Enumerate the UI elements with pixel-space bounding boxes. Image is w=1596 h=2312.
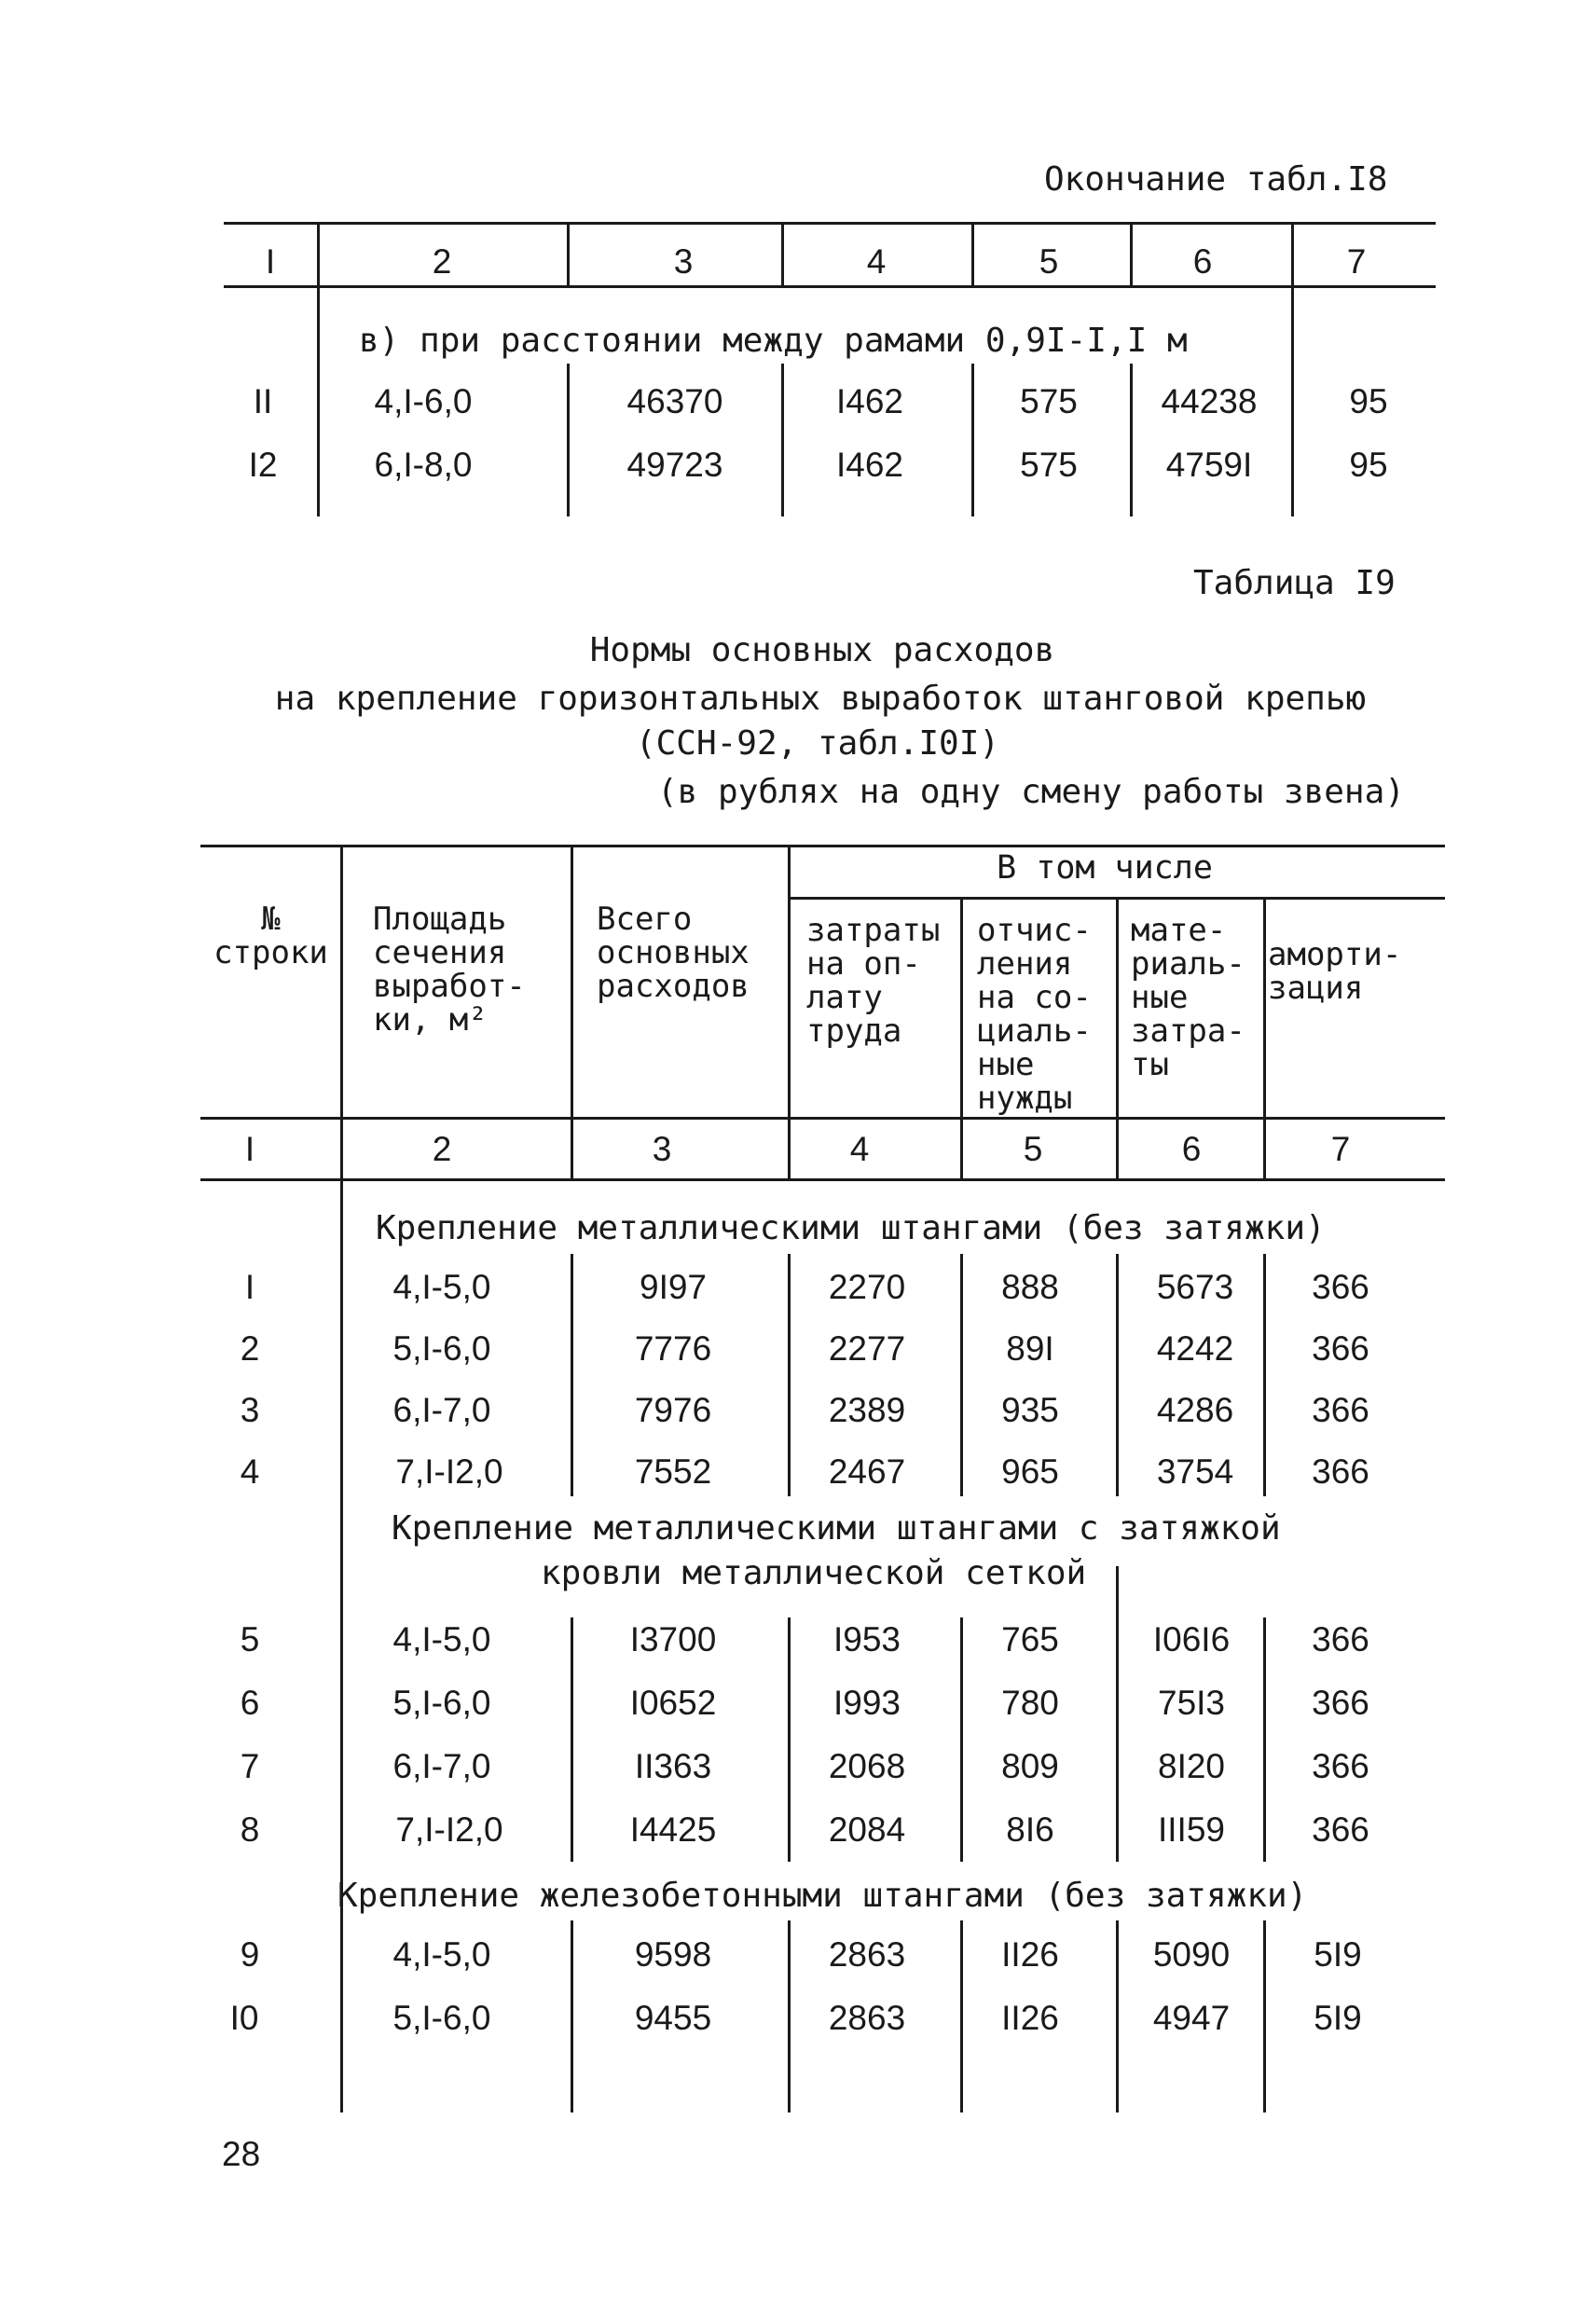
table19-cell: I993	[832, 1684, 901, 1722]
table19-title-line3: (ССН-92, табл.I0I)	[635, 724, 1000, 763]
table18-cell: 6,I-8,0	[374, 446, 473, 484]
table19-col-divider	[1116, 1920, 1119, 2112]
table19-col-divider	[340, 1119, 343, 1180]
table19-cell: 9	[240, 1935, 260, 1974]
table19-cell: 2	[240, 1329, 260, 1368]
table19-cell: 765	[1001, 1620, 1059, 1658]
table18-colnum: 4	[866, 242, 887, 281]
table18-colnum: I	[265, 242, 276, 281]
table19-cell: 2277	[828, 1329, 906, 1368]
table19-cell: 2467	[828, 1452, 906, 1491]
table18-section-label: в) при расстоянии между рамами 0,9I-I,I м	[359, 322, 1188, 360]
table18-header-rule	[224, 285, 1436, 288]
table19-cell: 366	[1312, 1268, 1369, 1306]
table19-colnum: 3	[652, 1130, 672, 1168]
table19-col-divider	[788, 845, 791, 1119]
table19-cell: 2084	[828, 1810, 906, 1849]
table18-colnum: 6	[1192, 242, 1213, 281]
table19-cell: 2068	[828, 1747, 906, 1785]
table19-col-divider	[1263, 897, 1266, 1119]
table18-cell: 575	[1020, 446, 1078, 484]
table18-col-divider	[567, 224, 570, 287]
table19-title-line1: Нормы основных расходов	[589, 631, 1055, 669]
table18-col-divider	[971, 364, 974, 516]
table19-col-divider	[1116, 1254, 1119, 1496]
table19-subtitle: (в рублях на одну смену работы звена)	[657, 773, 1405, 811]
table18-colnum: 7	[1346, 242, 1367, 281]
table19-cell: 5090	[1152, 1935, 1231, 1974]
table18-cell: 44238	[1161, 382, 1258, 420]
table19-cell: I06I6	[1152, 1620, 1231, 1658]
table19-cell: I3700	[629, 1620, 717, 1658]
table19-cell: 2389	[828, 1391, 906, 1429]
table19-cell: 9I97	[639, 1268, 708, 1306]
table19-section-label: Крепление железобетонными штангами (без затяжки)	[337, 1877, 1308, 1915]
table18-cell: I2	[248, 446, 278, 484]
table19-cell: III59	[1158, 1810, 1225, 1849]
table19-header-rule	[200, 1117, 1445, 1120]
table19-cell: 366	[1312, 1747, 1369, 1785]
table19-col-divider	[1263, 1119, 1266, 1180]
table19-cell: 3	[240, 1391, 260, 1429]
header-material-costs: мате- риаль- ные затра- ты	[1131, 912, 1245, 1084]
table19-cell: 7776	[634, 1329, 712, 1368]
table19-cell: I	[244, 1268, 255, 1306]
table19-cell: 3754	[1156, 1452, 1234, 1491]
table19-cell: 6	[240, 1684, 260, 1722]
table19-cell: 5,I-6,0	[392, 1684, 491, 1722]
table19-cell: 366	[1312, 1329, 1369, 1368]
table18-colnum: 3	[673, 242, 694, 281]
table19-cell: 6,I-7,0	[392, 1391, 491, 1429]
table18-cell: 4,I-6,0	[374, 382, 473, 420]
table18-col-divider	[781, 364, 784, 516]
table19-cell: 7552	[634, 1452, 712, 1491]
table19-colnum: I	[244, 1130, 255, 1168]
table19-cell: 5673	[1156, 1268, 1234, 1306]
table19-cell: 4,I-5,0	[392, 1268, 491, 1306]
table18-cell: 49723	[626, 446, 723, 484]
table18-col-divider	[567, 364, 570, 516]
table19-cell: 965	[1001, 1452, 1059, 1491]
table19-cell: 366	[1312, 1620, 1369, 1658]
table19-cell: 89I	[1006, 1329, 1054, 1368]
table19-cell: I953	[832, 1620, 901, 1658]
table19-section-label: кровли металлической сеткой	[541, 1554, 1087, 1592]
table19-col-divider	[1116, 1119, 1119, 1180]
table19-colnum-rule	[200, 1178, 1445, 1181]
table19-cell: 366	[1312, 1452, 1369, 1491]
table19-col-divider	[1263, 1920, 1266, 2112]
table19-cell: 2863	[828, 1935, 906, 1974]
header-depreciation: аморти- зация	[1268, 936, 1402, 1008]
table19-cell: 2270	[828, 1268, 906, 1306]
table19-cell: 7,I-I2,0	[395, 1810, 503, 1849]
table19-col-divider	[571, 1254, 573, 1496]
table19-cell: II363	[634, 1747, 712, 1785]
table19-cell: 7976	[634, 1391, 712, 1429]
table19-col-divider	[788, 1254, 791, 1496]
table19-cell: 4286	[1156, 1391, 1234, 1429]
table19-cell: 8	[240, 1810, 260, 1849]
table18-col-divider	[317, 224, 320, 516]
table19-cell: 809	[1001, 1747, 1059, 1785]
table18-cell: I462	[835, 382, 904, 420]
table18-col-divider	[1130, 224, 1133, 287]
table19-col-divider	[960, 1119, 963, 1180]
header-labor-costs: затраты на оп- лату труда	[806, 912, 941, 1051]
table18-cell: 46370	[626, 382, 723, 420]
table18-col-divider	[781, 224, 784, 287]
table19-cell: I0652	[629, 1684, 717, 1722]
table19-cell: 7	[240, 1747, 260, 1785]
table19-cell: 4	[240, 1452, 260, 1491]
table18-caption: Окончание табл.I8	[1044, 160, 1388, 199]
header-row-number: № строки	[213, 901, 328, 972]
header-social-deductions: отчис- ления на со- циаль- ные нужды	[977, 912, 1092, 1118]
table19-col-divider	[788, 1920, 791, 2112]
table18-cell: 4759I	[1165, 446, 1253, 484]
table19-col-divider	[1263, 1617, 1266, 1862]
table19-cell: 780	[1001, 1684, 1059, 1722]
header-section-area: Площадь сечения выработ- ки, м²	[373, 901, 526, 1039]
table19-cell: 5,I-6,0	[392, 1999, 491, 2037]
table19-col-divider	[960, 1254, 963, 1496]
table19-col-divider	[571, 845, 573, 1119]
table19-col-divider	[788, 1119, 791, 1180]
table18-top-rule	[224, 222, 1436, 225]
table18-cell: I462	[835, 446, 904, 484]
table19-cell: 75I3	[1157, 1684, 1226, 1722]
table19-cell: 366	[1312, 1391, 1369, 1429]
table19-col-divider	[340, 845, 343, 1119]
table19-colnum: 7	[1330, 1130, 1351, 1168]
table19-title-line2: на крепление горизонтальных выработок штанговой крепью	[274, 680, 1367, 718]
table19-col-divider	[571, 1920, 573, 2112]
table18-colnum: 5	[1039, 242, 1059, 281]
table19-cell: 888	[1001, 1268, 1059, 1306]
table19-colnum: 6	[1181, 1130, 1202, 1168]
table19-label: Таблица I9	[1193, 564, 1396, 602]
table18-cell: II	[253, 382, 273, 420]
table19-section-label: Крепление металлическими штангами с затяжкой	[392, 1509, 1281, 1548]
table19-col-divider	[960, 1617, 963, 1862]
table19-col-divider	[340, 1180, 343, 2112]
table19-cell: 5,I-6,0	[392, 1329, 491, 1368]
table19-cell: 935	[1001, 1391, 1059, 1429]
table19-col-divider	[1116, 897, 1119, 1119]
table19-col-divider	[788, 1617, 791, 1862]
table19-col-divider	[960, 897, 963, 1119]
table19-cell: II26	[1001, 1935, 1059, 1974]
table19-cell: 5	[240, 1620, 260, 1658]
table19-cell: 4947	[1152, 1999, 1231, 2037]
table18-colnum: 2	[432, 242, 452, 281]
table19-top-rule	[200, 845, 1445, 847]
table18-cell: 95	[1349, 382, 1388, 420]
table19-col-divider	[960, 1920, 963, 2112]
table19-colnum: 4	[849, 1130, 870, 1168]
table19-cell: 366	[1312, 1810, 1369, 1849]
table18-cell: 575	[1020, 382, 1078, 420]
table19-colnum: 2	[432, 1130, 452, 1168]
table19-section-label: Крепление металлическими штангами (без затяжки)	[376, 1209, 1326, 1247]
table19-cell: I0	[229, 1999, 259, 2037]
table19-cell: 5I9	[1314, 1935, 1362, 1974]
table19-cell: II26	[1001, 1999, 1059, 2037]
table19-cell: 5I9	[1314, 1999, 1362, 2037]
table19-col-divider	[1116, 1566, 1119, 1862]
table18-col-divider	[1130, 364, 1133, 516]
table19-colnum: 5	[1023, 1130, 1043, 1168]
table19-cell: 8I6	[1006, 1810, 1054, 1849]
table19-cell: 4242	[1156, 1329, 1234, 1368]
table18-col-divider	[1291, 224, 1294, 516]
table19-col-divider	[571, 1617, 573, 1862]
table19-cell: 8I20	[1157, 1747, 1226, 1785]
table19-cell: 366	[1312, 1684, 1369, 1722]
table19-cell: 2863	[828, 1999, 906, 2037]
table18-col-divider	[971, 224, 974, 287]
table19-cell: 7,I-I2,0	[395, 1452, 503, 1491]
table19-cell: 9455	[634, 1999, 712, 2037]
page-number: 28	[222, 2135, 261, 2173]
table19-col-divider	[1263, 1254, 1266, 1496]
table19-cell: 4,I-5,0	[392, 1620, 491, 1658]
table19-cell: 4,I-5,0	[392, 1935, 491, 1974]
table19-cell: 6,I-7,0	[392, 1747, 491, 1785]
table18-cell: 95	[1349, 446, 1388, 484]
table19-col-divider	[571, 1119, 573, 1180]
table19-cell: 9598	[634, 1935, 712, 1974]
table19-cell: I4425	[629, 1810, 717, 1849]
header-including-group: В том числе	[997, 849, 1213, 887]
header-total-costs: Всего основных расходов	[597, 901, 750, 1006]
